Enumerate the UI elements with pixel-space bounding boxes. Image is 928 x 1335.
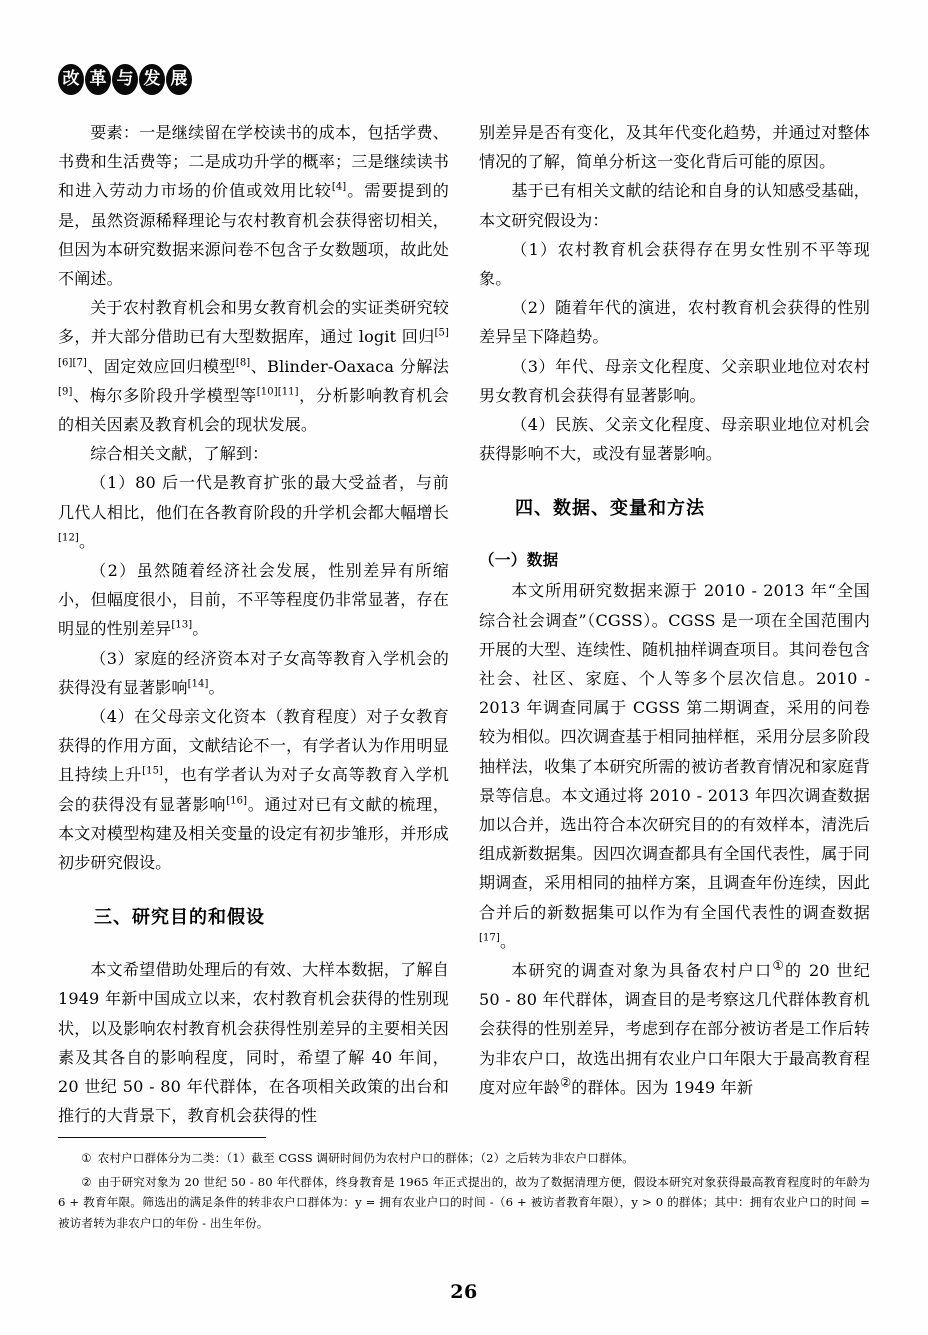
paragraph-data-source: 本文所用研究数据来源于 2010 - 2013 年“全国综合社会调查”（CGSS）。CGSS 是一项在全国范围内开展的大型、连续性、随机抽样调查项目。其问卷包含社会、社区、家庭、个人等多个层次信息。2010 - 2013 年调查同属于 CGSS 第二期调查，采用的问卷较为相似。四次调查基于相同抽样框，采用分层多阶段抽样法，收集了本研究所需的被访者教育情况和家庭背景等信息。本文通过将 2010 - 2013 年四次调查数据加以合并，选出符合本次研究目的的有效样本，清洗后组成新数据集。因四次调查都具有全国代表性，属于同期调查，采用相同的抽样方案，且调查年份连续，因此合并后的新数据集可以作为有全国代表性的调查数据[17]。	[479, 581, 870, 951]
page-number: 26	[450, 1281, 478, 1303]
running-header	[58, 64, 192, 95]
paragraph-hypothesis-2: （2）随着年代的演进，农村教育机会获得的性别差异呈下降趋势。	[479, 298, 870, 347]
footnote-marker-2: ②	[81, 1174, 92, 1189]
section-heading-four: 四、数据、变量和方法	[515, 498, 705, 520]
section-heading-three: 三、研究目的和假设	[94, 907, 265, 929]
paragraph-hypothesis-4: （4）民族、父亲文化程度、母亲职业地位对机会获得影响不大，或没有显著影响。	[479, 415, 870, 464]
header-glyph-2: 革	[85, 64, 111, 95]
paragraph-yaosu: 要素：一是继续留在学校读书的成本，包括学费、书费和生活费等；二是成功升学的概率；三是继续读书和进入劳动力市场的价值或效用比较[4]。需要提到的是，虽然资源稀释理论与农村教育机会获得密切相关，但因为本研究数据来源问卷不包含子女数题项，故此处不阐述。	[58, 123, 449, 289]
subsection-heading-data: （一）数据	[479, 551, 559, 570]
paragraph-hypothesis-3: （3）年代、母亲文化程度、父亲职业地位对农村男女教育机会获得有显著影响。	[479, 356, 870, 405]
header-glyph-5: 展	[166, 64, 192, 95]
paragraph-zonghe: 综合相关文献，了解到：	[90, 444, 269, 464]
right-column	[479, 118, 870, 1123]
footnote-marker-1: ①	[81, 1151, 92, 1165]
footnote-divider	[58, 1137, 266, 1138]
footnote-1	[58, 1148, 870, 1169]
paragraph-jiyu: 基于已有相关文献的结论和自身的认知感受基础，本文研究假设为：	[479, 181, 870, 230]
footnote-2	[58, 1172, 870, 1234]
left-column	[58, 118, 450, 1126]
paragraph-research-aim: 本文希望借助处理后的有效、大样本数据，了解自 1949 年新中国成立以来，农村教育机会获得的性别现状，以及影响农村教育机会获得性别差异的主要相关因素及其各自的影响程度，同时，希望了解 40 年间，20 世纪 50 - 80 年代群体，在各项相关政策的出台和推行的大背景下，教育机会获得的性	[58, 960, 449, 1126]
footnote-text-2: 由于研究对象为 20 世纪 50 - 80 年代群体，终身教育是 1965 年正式提出的，故为了数据清理方便，假设本研究对象获得最高教育程度时的年龄为 6 + 教育年限。筛选出的满足条件的转非农户口群体为：y = 拥有农业户口的时间 -（6 + 被访者教育年限），y > 0 的群体；其中：拥有农业户口的时间 = 被访者转为非农户口的年份 - 出生年份。	[58, 1174, 870, 1230]
paragraph-hypothesis-1: （1）农村教育机会获得存在男女性别不平等现象。	[479, 239, 870, 289]
footnote-area	[58, 1137, 870, 1236]
header-glyph-3: 与	[112, 64, 138, 95]
header-glyph-4: 发	[139, 64, 165, 95]
paragraph-continuation: 别差异是否有变化，及其年代变化趋势，并通过对整体情况的了解，简单分析这一变化背后可能的原因。	[479, 123, 870, 172]
paragraph-finding-3: （3）家庭的经济资本对子女高等教育入学机会的获得没有显著影响[14]。	[58, 648, 449, 697]
paragraph-guanyu: 关于农村教育机会和男女教育机会的实证类研究较多，并大部分借助已有大型数据库，通过 logit 回归[5][6][7]、固定效应回归模型[8]、Blinder-Oaxaca 分解法[9]、梅尔多阶段升学模型等[10][11]，分析影响教育机会的相关因素及教育机会的现状发展。	[58, 298, 449, 435]
paragraph-finding-1: （1）80 后一代是教育扩张的最大受益者，与前几代人相比，他们在各教育阶段的升学机会都大幅增长[12]。	[58, 473, 449, 551]
paragraph-survey-subjects: 本研究的调查对象为具备农村户口①的 20 世纪 50 - 80 年代群体，调查目的是考察这几代群体教育机会获得的性别差异，考虑到存在部分被访者是工作后转为非农户口，故选出拥有农业户口年限大于最高教育程度对应年龄②的群体。因为 1949 年新	[479, 957, 870, 1097]
two-column-body	[58, 118, 870, 1126]
paragraph-finding-2: （2）虽然随着经济社会发展，性别差异有所缩小，但幅度很小，目前，不平等程度仍非常显著，存在明显的性别差异[13]。	[58, 561, 449, 639]
footnote-text-1: 农村户口群体分为二类：（1）截至 CGSS 调研时间仍为农村户口的群体；（2）之后转为非农户口群体。	[97, 1151, 634, 1165]
header-glyph-1: 改	[58, 64, 84, 95]
paragraph-finding-4: （4）在父母亲文化资本（教育程度）对子女教育获得的作用方面，文献结论不一，有学者认为作用明显且持续上升[15]，也有学者认为对子女高等教育入学机会的获得没有显著影响[16]。通过对已有文献的梳理，本文对模型构建及相关变量的设定有初步雏形，并形成初步研究假设。	[58, 707, 450, 873]
